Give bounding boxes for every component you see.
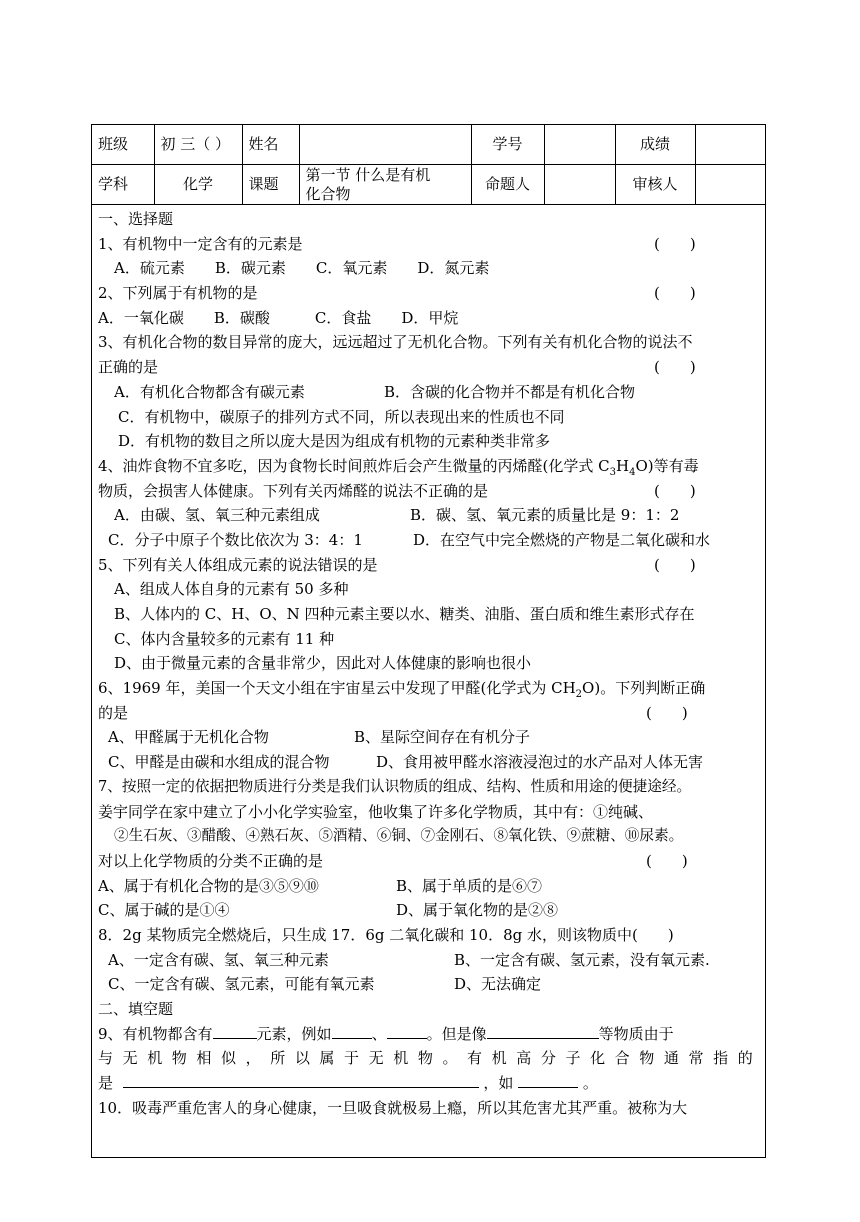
q2-answer-paren[interactable]: ( ) [654, 284, 696, 303]
q4-option-c: C．分子中原子个数比依次为 3：4：1 [108, 530, 363, 549]
q5-stem-text: 5、下列有关人体组成元素的说法错误的是 [98, 555, 378, 574]
q9-blank-example-2[interactable] [387, 1022, 427, 1039]
q7-options-cd [98, 898, 759, 923]
q4-option-a: A．由碳、氢、氧三种元素组成 [114, 506, 320, 525]
q4-options-ab [98, 503, 759, 528]
q8-options-cd [98, 972, 759, 997]
class-label: 班级 [92, 125, 154, 165]
q3-option-b: B．含碳的化合物并不都是有机化合物 [384, 382, 636, 401]
q6-stem-line2 [98, 701, 759, 726]
q6-option-c: C、甲醛是由碳和水组成的混合物 [108, 753, 330, 772]
q6-stem-text: 的是 [98, 703, 129, 722]
q3-stem-line2 [98, 355, 759, 380]
q7-stem-line2: 姜宇同学在家中建立了小小化学实验室，他收集了许多化学物质，其中有：①纯碱、 [98, 802, 654, 821]
q3-option-a: A．有机化合物都含有碳元素 [114, 382, 305, 401]
reviewer-value[interactable] [695, 165, 766, 205]
name-value[interactable] [299, 125, 471, 165]
q9-blank-example-1[interactable] [332, 1022, 372, 1039]
header-row-2 [92, 165, 766, 205]
q2-stem-text: 2、下列属于有机物的是 [98, 284, 258, 303]
q3-stem-line1: 3、有机化合物的数目异常的庞大，远远超过了无机化合物。下列有关有机化合物的说法不 [98, 333, 693, 352]
q9-blank-element[interactable] [213, 1022, 257, 1039]
q1-answer-paren[interactable]: ( ) [654, 234, 696, 253]
q3-option-c: C．有机物中，碳原子的排列方式不同，所以表现出来的性质也不同 [118, 407, 565, 426]
subject-value: 化学 [154, 165, 242, 205]
q7-stem-text: 对以上化学物质的分类不正确的是 [98, 851, 324, 870]
q1-stem [98, 232, 759, 257]
q9-blank-example-3[interactable] [518, 1071, 578, 1088]
q4-stem-part-2: O)等有毒 [635, 456, 699, 475]
section-fill-title: 二、填空题 [98, 1000, 174, 1018]
q7-stem-line4 [98, 849, 759, 874]
q4-stem-part: 4、油炸食物不宜多吃，因为食物长时间煎炸后会产生微量的丙烯醛(化学式 C [98, 456, 610, 475]
q4-sub-3: 3 [609, 466, 617, 478]
section-choice-title: 一、选择题 [98, 210, 174, 228]
q6-stem-line1 [98, 676, 759, 701]
q9-blank-definition[interactable] [123, 1071, 479, 1088]
q9-text-4: 。但是像 [426, 1024, 487, 1043]
q4-stem-line1 [98, 454, 759, 479]
header-row-1 [92, 125, 766, 165]
q1-stem-text: 1、有机物中一定含有的元素是 [98, 234, 303, 253]
q4-option-d: D．在空气中完全燃烧的产物是二氧化碳和水 [413, 530, 711, 549]
q8-options-ab [98, 948, 759, 973]
q7-stem-line3: ②生石灰、③醋酸、④熟石灰、⑤酒精、⑥铜、⑦金刚石、⑧氧化铁、⑨蔗糖、⑩尿素。 [114, 827, 684, 845]
q10-stem: 10．吸毒严重危害人的身心健康，一旦吸食就极易上瘾，所以其危害尤其严重。被称为大 [98, 1098, 688, 1117]
id-value[interactable] [544, 125, 615, 165]
q6-sub-2: 2 [575, 689, 583, 701]
q6-option-b: B、星际空间存在有机分子 [354, 728, 531, 747]
q8-stem: 8．2g 某物质完全燃烧后，只生成 17．6g 二氧化碳和 10．8g 水，则该物质中( ) [98, 925, 674, 944]
q7-options-ab [98, 874, 759, 899]
q9-text-1: 9、有机物都含有 [98, 1024, 213, 1043]
q1-options: A．硫元素 B．碳元素 C．氧元素 D．氮元素 [114, 259, 490, 278]
q9-text-5: 等物质由于 [598, 1024, 674, 1043]
q3-option-d: D．有机物的数目之所以庞大是因为组成有机物的元素种类非常多 [118, 432, 551, 451]
q6-stem-part: 6、1969 年，美国一个天文小组在宇宙星云中发现了甲醛(化学式为 CH [98, 679, 576, 698]
q7-option-a: A、属于有机化合物的是③⑤⑨⑩ [98, 876, 319, 895]
q5-option-d: D、由于微量元素的含量非常少，因此对人体健康的影响也很小 [114, 654, 532, 673]
q5-stem [98, 553, 759, 578]
worksheet [91, 124, 766, 1158]
q4-options-cd [98, 528, 759, 553]
q4-stem-h: H [616, 456, 630, 475]
q5-answer-paren[interactable]: ( ) [654, 555, 696, 574]
q5-option-c: C、体内含量较多的元素有 11 种 [114, 629, 335, 648]
reviewer-label: 审核人 [615, 165, 695, 205]
q8-option-a: A、一定含有碳、氢、氧三种元素 [108, 950, 329, 969]
q6-options-ab [98, 725, 759, 750]
topic-line-1: 第一节 什么是有机 [305, 165, 431, 184]
q8-option-b: B、一定含有碳、氢元素，没有氧元素. [454, 950, 710, 969]
class-value[interactable]: 初 三（ ） [154, 125, 242, 165]
q3-options-ab [98, 380, 759, 405]
score-label: 成绩 [615, 125, 695, 165]
q6-options-cd [98, 750, 759, 775]
name-label: 姓名 [242, 125, 299, 165]
q7-answer-paren[interactable]: ( ) [646, 851, 688, 870]
q7-stem-line1: 7、按照一定的依据把物质进行分类是我们认识物质的组成、结构、性质和用途的便捷途经。 [98, 777, 692, 795]
q2-stem [98, 281, 759, 306]
topic-label: 课题 [242, 165, 299, 205]
q7-option-c: C、属于碱的是①④ [98, 901, 230, 920]
q9-text-3: 、 [371, 1024, 387, 1043]
q9-text-2: 元素，例如 [256, 1024, 332, 1043]
author-label: 命题人 [471, 165, 544, 205]
q9-line2: 与无机物相似，所以属于无机物。有机高分子化合物通常指的 [98, 1049, 759, 1068]
q4-stem-text: 物质，会损害人体健康。下列有关丙烯醛的说法不正确的是 [98, 481, 489, 500]
q4-stem-line2 [98, 479, 759, 504]
q2-options: A．一氧化碳 B．碳酸 C．食盐 D．甲烷 [98, 308, 459, 327]
header-table [92, 125, 766, 205]
q6-answer-paren[interactable]: ( ) [646, 703, 688, 722]
q9-text-6: 是 [98, 1074, 114, 1093]
q8-option-c: C、一定含有碳、氢元素，可能有氧元素 [108, 975, 375, 994]
q4-answer-paren[interactable]: ( ) [654, 481, 696, 500]
topic-value [299, 165, 471, 205]
q3-stem-text: 正确的是 [98, 358, 159, 377]
id-label: 学号 [471, 125, 544, 165]
q6-option-a: A、甲醛属于无机化合物 [108, 728, 269, 747]
score-value[interactable] [695, 125, 766, 165]
q7-option-d: D、属于氧化物的是②⑧ [396, 901, 559, 920]
q8-option-d: D、无法确定 [454, 975, 542, 994]
subject-label: 学科 [92, 165, 154, 205]
q9-line3 [98, 1071, 759, 1096]
q4-option-b: B．碳、氢、氧元素的质量比是 9：1：2 [410, 506, 680, 525]
q9-text-8: 。 [582, 1074, 598, 1093]
topic-line-2: 化合物 [305, 184, 351, 203]
q7-option-b: B、属于单质的是⑥⑦ [396, 876, 543, 895]
q3-answer-paren[interactable]: ( ) [654, 358, 696, 377]
author-value[interactable] [544, 165, 615, 205]
q6-stem-part-2: O)。下列判断正确 [582, 679, 706, 698]
question-content [92, 205, 765, 1120]
q6-option-d: D、食用被甲醛水溶液浸泡过的水产品对人体无害 [376, 753, 704, 772]
q9-blank-substances[interactable] [487, 1022, 599, 1039]
q9-line1 [98, 1022, 759, 1047]
q5-option-b: B、人体内的 C、H、O、N 四种元素主要以水、糖类、油脂、蛋白质和维生素形式存在 [114, 605, 695, 623]
q4-sub-4: 4 [629, 466, 636, 478]
q5-option-a: A、组成人体自身的元素有 50 多种 [114, 580, 349, 599]
q9-text-7: ，如 [483, 1074, 514, 1093]
